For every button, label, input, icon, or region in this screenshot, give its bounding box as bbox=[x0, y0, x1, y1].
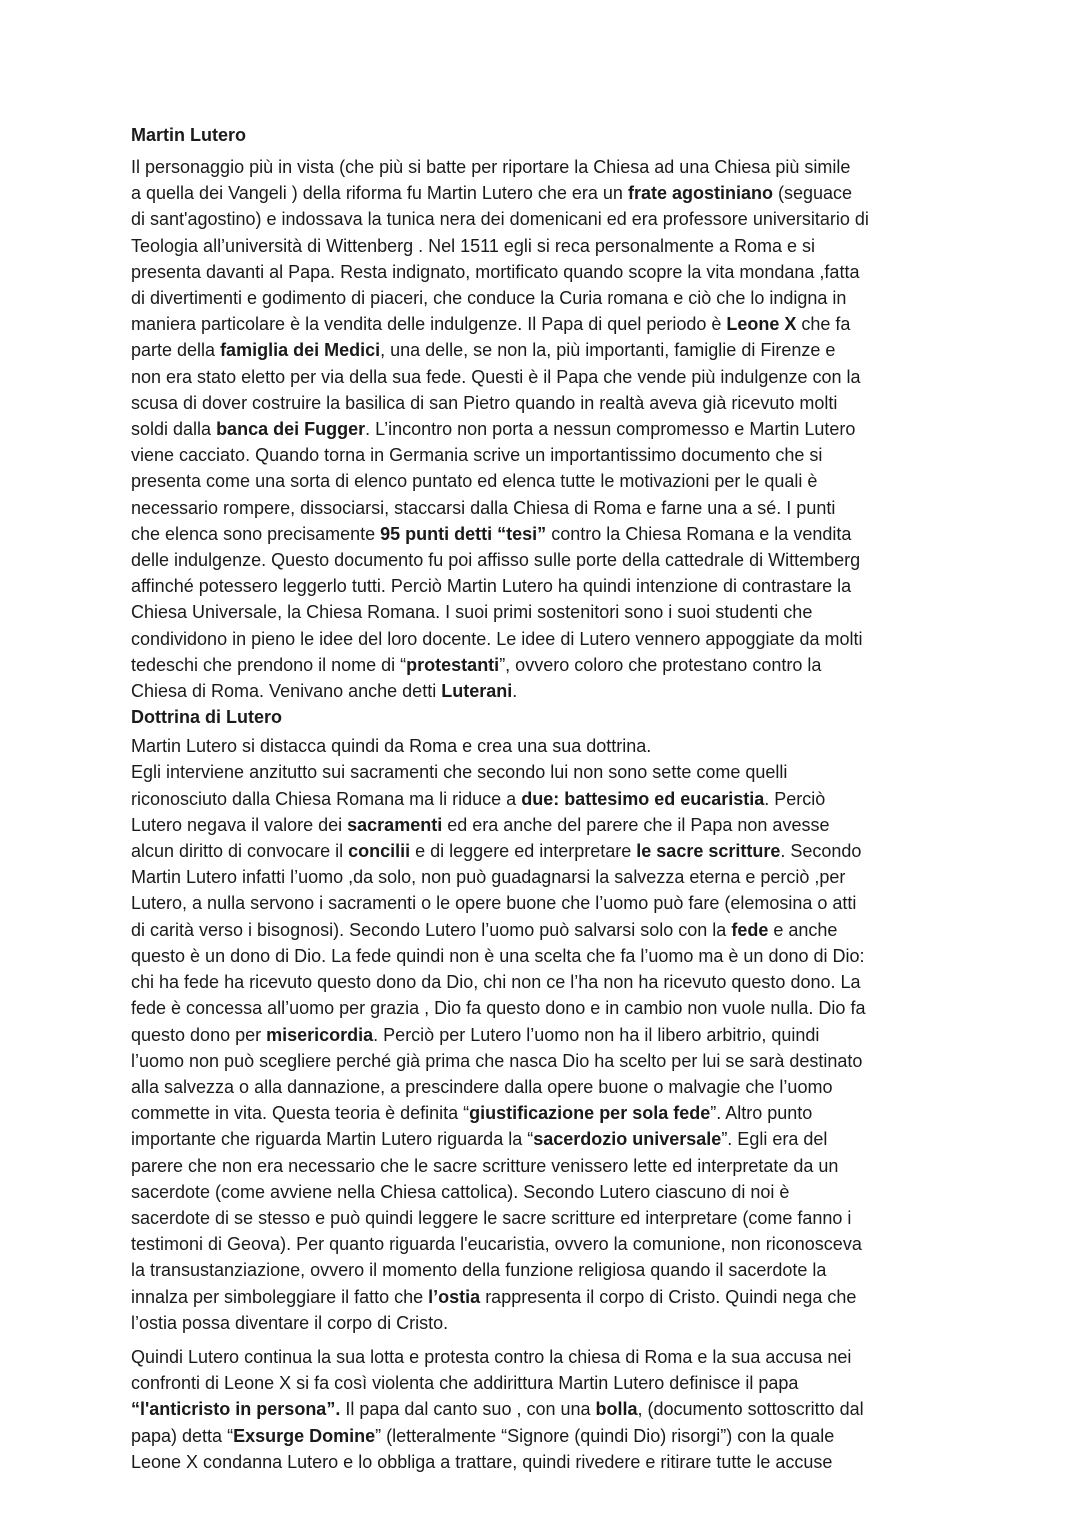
bold-term: “l'anticristo in persona”. bbox=[131, 1399, 341, 1420]
bold-term: le sacre scritture bbox=[636, 841, 781, 862]
text-run: Il papa dal canto suo , con una bbox=[340, 1399, 596, 1420]
bold-term: Luterani bbox=[441, 681, 513, 702]
paragraph-lotta-leone-x bbox=[131, 1344, 961, 1475]
text-run: Quindi Lutero continua la sua lotta e protesta contro la chiesa di Roma e la sua accusa nei confronti di Leone X si fa così violenta che addirittura Martin Lutero definisce il papa bbox=[131, 1346, 852, 1394]
text-run: ”. Altro punto importante che riguarda Martin Lutero riguarda la “ bbox=[131, 1103, 813, 1150]
text-run: . Secondo Martin Lutero infatti l’uomo ,da solo, non può guadagnarsi la salvezza eterna e perciò ,per Lutero, a nulla servono i sacramenti o le opere buone che l’uomo può fare (elemosina o atti di carità verso i bisognosi). Secondo Lutero l’uomo può salvarsi solo con la bbox=[131, 841, 862, 940]
text-run: , una delle, se non la, più importanti, famiglie di Firenze e non era stato eletto per via della sua fede. Questi è il Papa che vende più indulgenze con la scusa di dover costruire la basilica di san Pietro quando in realtà aveva già ricevuto molti soldi dalla bbox=[131, 340, 861, 440]
bold-term: giustificazione per sola fede bbox=[469, 1103, 711, 1124]
text-run: (seguace di sant'agostino) e indossava la tunica nera dei domenicani ed era professore universitario di Teologia all’università di Wittenberg . Nel 1511 egli si reca personalmente a Roma e si presenta davanti al Papa. Resta indignato, mortificato quando scopre la vita mondana ,fatta di divertimenti e godimento di piaceri, che conduce la Curia romana e ciò che lo indigna in maniera particolare è la vendita delle indulgenze. Il Papa di quel periodo è bbox=[131, 183, 869, 335]
bold-term: Leone X bbox=[726, 314, 797, 335]
bold-term: famiglia dei Medici bbox=[220, 340, 381, 361]
bold-term: sacerdozio universale bbox=[533, 1129, 722, 1150]
bold-term: Exsurge Domine bbox=[233, 1425, 376, 1446]
bold-term: sacramenti bbox=[347, 814, 443, 835]
bold-term: fede bbox=[731, 919, 769, 940]
text-run: Martin Lutero si distacca quindi da Roma e crea una sua dottrina. Egli interviene anzitutto sui sacramenti che secondo lui non sono sette come quelli riconosciuto dalla Chiesa Romana ma li riduce a bbox=[131, 736, 788, 809]
bold-term: misericordia bbox=[266, 1024, 374, 1045]
text-run: e di leggere ed interpretare bbox=[410, 841, 637, 862]
text-run: contro la Chiesa Romana e la vendita delle indulgenze. Questo documento fu poi affisso sulle porte della cattedrale di Wittemberg affinché potessero leggerlo tutti. Perciò Martin Lutero ha quindi intenzione di contrastare la Chiesa Universale, la Chiesa Romana. I suoi primi sostenitori sono i suoi studenti che condividono in pieno le idee del loro docente. Le idee di Lutero vennero appoggiate da molti tedeschi che prendono il nome di “ bbox=[131, 523, 863, 675]
bold-term: banca dei Fugger bbox=[216, 419, 366, 440]
text-run: che fa parte della bbox=[131, 314, 851, 361]
bold-term: due: battesimo ed eucaristia bbox=[521, 788, 765, 809]
paragraph-dottrina bbox=[131, 733, 961, 1336]
text-run: Il personaggio più in vista (che più si batte per riportare la Chiesa ad una Chiesa più simile a quella dei Vangeli ) della riforma fu Martin Lutero che era un bbox=[131, 157, 851, 204]
bold-term: 95 punti detti “tesi” bbox=[380, 523, 547, 544]
text-run: ” (letteralmente “Signore (quindi Dio) risorgi”) con la quale Leone X condanna Lutero e lo obbliga a trattare, quindi rivedere e ritirare tutte le accuse bbox=[131, 1425, 835, 1472]
bold-term: bolla bbox=[595, 1399, 638, 1420]
bold-term: frate agostiniano bbox=[627, 183, 773, 204]
document-page bbox=[131, 122, 961, 1475]
text-run: . bbox=[512, 681, 518, 702]
text-run: . Perciò Lutero negava il valore dei bbox=[131, 788, 826, 835]
bold-term: l’ostia bbox=[428, 1286, 481, 1307]
paragraph-martin-lutero bbox=[131, 154, 961, 704]
text-run: ”, ovvero coloro che protestano contro la Chiesa di Roma. Venivano anche detti bbox=[131, 654, 822, 702]
section-heading-martin-lutero: Martin Lutero bbox=[131, 125, 246, 145]
section-heading-dottrina: Dottrina di Lutero bbox=[131, 707, 282, 728]
text-run: . Perciò per Lutero l’uomo non ha il libero arbitrio, quindi l’uomo non può scegliere perché già prima che nasca Dio ha scelto per lui se sarà destinato alla salvezza o alla dannazione, a prescindere dalla opere buone o malvagie che l’uomo commette in vita. Questa teoria è definita “ bbox=[131, 1024, 863, 1124]
text-run: , (documento sottoscritto dal papa) detta “ bbox=[131, 1399, 864, 1446]
bold-term: concilii bbox=[348, 841, 411, 862]
text-run: ”. Egli era del parere che non era necessario che le sacre scritture venissero lette ed interpretate da un sacerdote (come avviene nella Chiesa cattolica). Secondo Lutero ciascuno di noi è sacerdote di se stesso e può quindi leggere le sacre scritture ed interpretare (come fanno i testimoni di Geova). Per quanto riguarda l'eucaristia, ovvero la comunione, non riconosceva la transustanziazione, ovvero il momento della funzione religiosa quando il sacerdote la innalza per simboleggiare il fatto che bbox=[131, 1129, 862, 1307]
text-run: . L’incontro non porta a nessun compromesso e Martin Lutero viene cacciato. Quando torna in Germania scrive un importantissimo documento che si presenta come una sorta di elenco puntato ed elenca tutte le motivazioni per le quali è necessario rompere, dissociarsi, staccarsi dalla Chiesa di Roma e farne una a sé. I punti che elenca sono precisamente bbox=[131, 419, 856, 544]
bold-term: protestanti bbox=[406, 654, 500, 675]
text-run: ed era anche del parere che il Papa non avesse alcun diritto di convocare il bbox=[131, 814, 830, 862]
text-run: e anche questo è un dono di Dio. La fede quindi non è una scelta che fa l’uomo ma è un dono di Dio: chi ha fede ha ricevuto questo dono da Dio, chi non ce l’ha non ha ricevuto questo dono. La fede è concessa all’uomo per grazia , Dio fa questo dono e in cambio non vuole nulla. Dio fa questo dono per bbox=[131, 919, 866, 1045]
text-run: rappresenta il corpo di Cristo. Quindi nega che l’ostia possa diventare il corpo di Cristo. bbox=[131, 1286, 857, 1333]
